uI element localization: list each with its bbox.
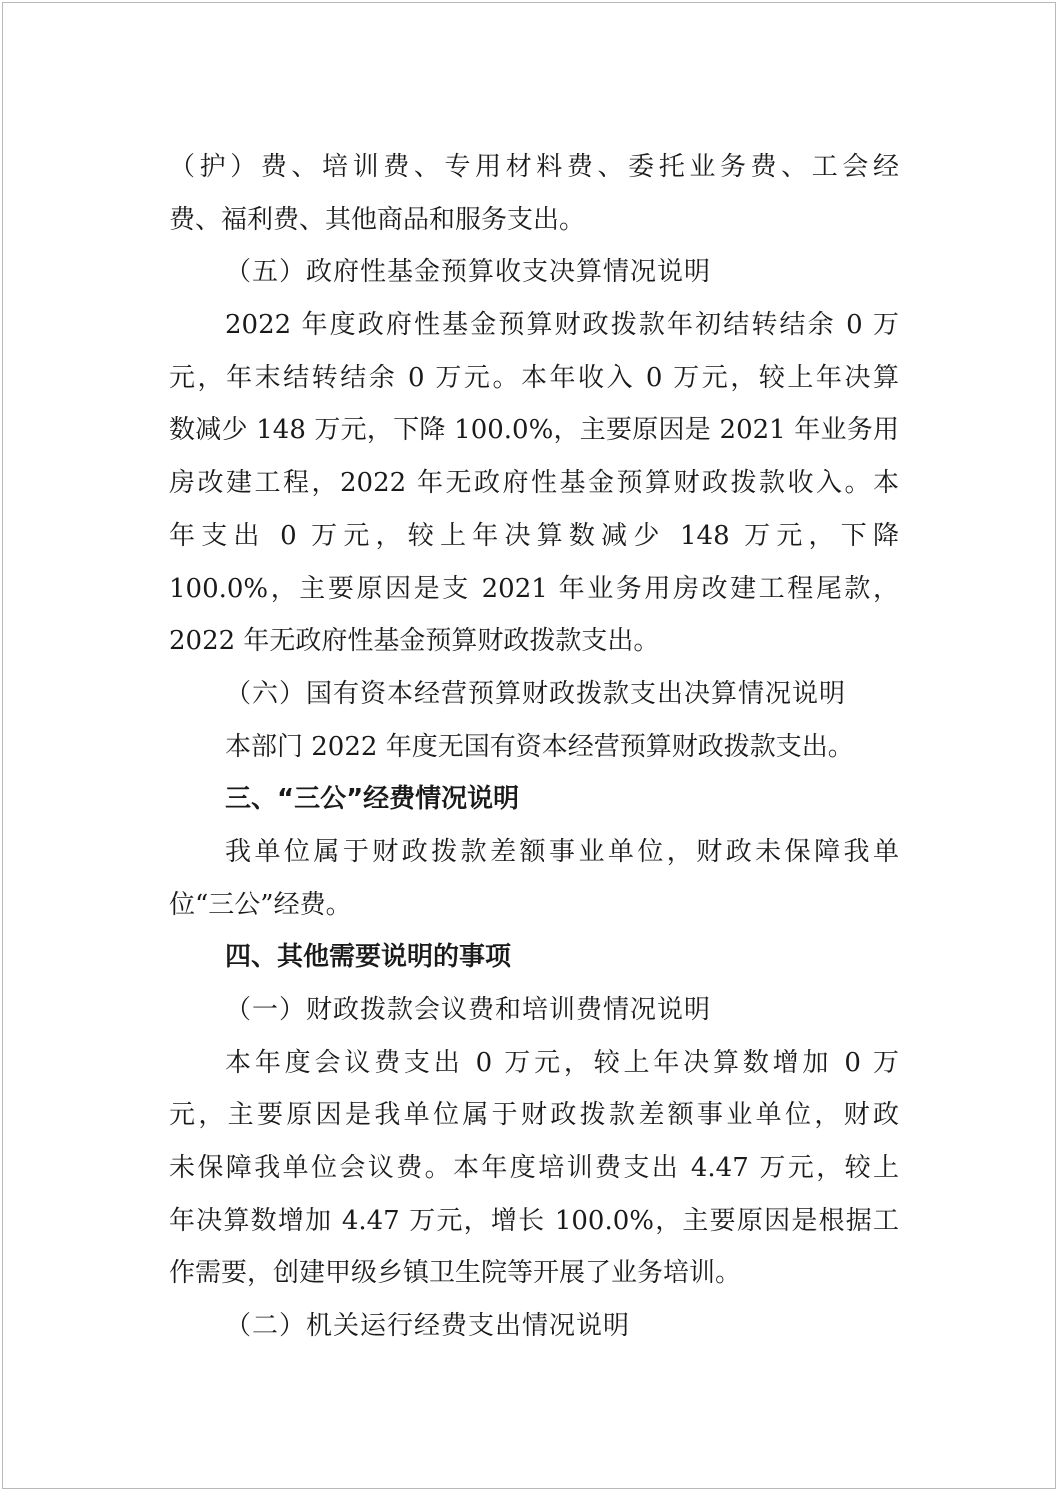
paragraph-line: 年支出 0 万元，较上年决算数减少 148 万元，下降	[169, 520, 899, 551]
paragraph-line: 位“三公”经费。	[169, 889, 352, 920]
subsection-heading: （一）财政拨款会议费和培训费情况说明	[225, 995, 712, 1025]
paragraph-line: 元，主要原因是我单位属于财政拨款差额事业单位，财政	[169, 1100, 899, 1131]
paragraph-line: 费、福利费、其他商品和服务支出。	[169, 204, 586, 235]
paragraph-line: 本年度会议费支出 0 万元，较上年决算数增加 0 万	[225, 1047, 899, 1078]
document-page	[2, 2, 1056, 1489]
paragraph-line: 2022 年无政府性基金预算财政拨款支出。	[169, 626, 660, 657]
subsection-heading: （二）机关运行经费支出情况说明	[225, 1311, 631, 1342]
paragraph-line: 元，年末结转结余 0 万元。本年收入 0 万元，较上年决算	[169, 362, 899, 393]
paragraph-line: 本部门 2022 年度无国有资本经营预算财政拨款支出。	[225, 731, 854, 762]
paragraph-line: 年决算数增加 4.47 万元，增长 100.0%，主要原因是根据工	[169, 1205, 899, 1236]
subsection-heading: （五）政府性基金预算收支决算情况说明	[225, 257, 712, 288]
paragraph-line: （护）费、培训费、专用材料费、委托业务费、工会经	[169, 152, 899, 182]
document-body	[169, 141, 899, 1353]
paragraph-line: 未保障我单位会议费。本年度培训费支出 4.47 万元，较上	[169, 1153, 899, 1184]
paragraph-line: 房改建工程，2022 年无政府性基金预算财政拨款收入。本	[169, 468, 899, 499]
paragraph-line: 我单位属于财政拨款差额事业单位，财政未保障我单	[225, 836, 899, 867]
paragraph-line: 100.0%，主要原因是支 2021 年业务用房改建工程尾款，	[169, 573, 899, 604]
paragraph-line: 作需要，创建甲级乡镇卫生院等开展了业务培训。	[169, 1258, 742, 1289]
paragraph-line: 数减少 148 万元，下降 100.0%，主要原因是 2021 年业务用	[169, 415, 899, 446]
section-heading: 四、其他需要说明的事项	[225, 942, 512, 973]
section-heading: 三、“三公”经费情况说明	[225, 784, 520, 815]
subsection-heading: （六）国有资本经营预算财政拨款支出决算情况说明	[225, 678, 847, 709]
paragraph-line: 2022 年度政府性基金预算财政拨款年初结转结余 0 万	[225, 310, 899, 341]
